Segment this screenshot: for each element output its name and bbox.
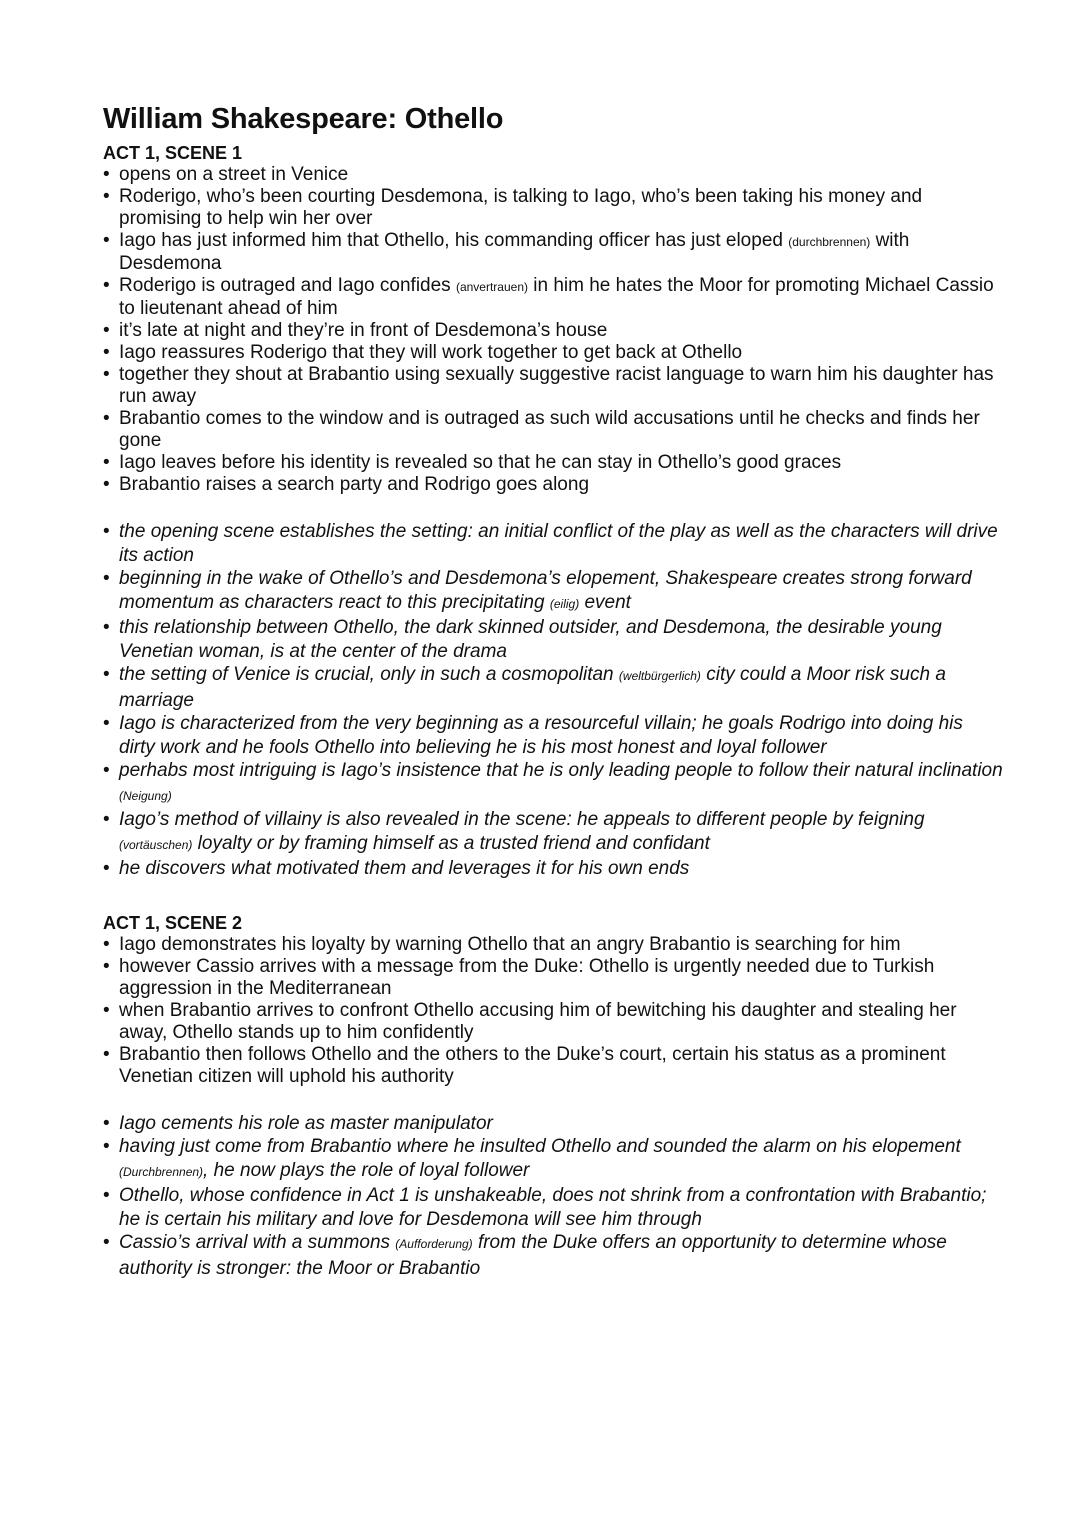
scene2-summary-list [103,934,1003,1088]
bullet-item [103,616,1003,663]
german-gloss: (Durchbrennen) [119,1164,204,1179]
bullet-item [103,164,1003,186]
bullet-text: the opening scene establishes the setting: an initial conflict of the play as well as the characters will drive its action [119,521,998,566]
scene2-analysis-list [103,1112,1003,1281]
bullet-text: Cassio’s arrival with a summons [119,1232,396,1253]
bullet-text: in him he hates the Moor for promoting Michael Cassio to lieutenant ahead of him [119,275,994,319]
bullet-text: Iago’s method of villainy is also revealed in the scene: he appeals to different people by feigning [119,809,925,830]
bullet-text: he discovers what motivated them and leverages it for his own ends [119,858,690,879]
bullet-text: Iago has just informed him that Othello, his commanding officer has just eloped [119,230,789,251]
bullet-text: Iago reassures Roderigo that they will work together to get back at Othello [119,342,743,363]
german-gloss: (Aufforderung) [395,1237,473,1251]
bullet-text: Brabantio then follows Othello and the others to the Duke’s court, certain his status as a prominent Venetian citizen will uphold his authority [119,1043,946,1087]
german-gloss: (vortäuschen) [119,837,193,852]
bullet-text: loyalty or by framing himself as a trusted friend and confidant [192,832,710,854]
bullet-item [103,1184,1003,1231]
bullet-text: together they shout at Brabantio using sexually suggestive racist language to warn him his daughter has run away [119,364,994,407]
bullet-text: it’s late at night and they’re in front of Desdemona’s house [119,320,608,341]
bullet-item [103,663,1003,712]
bullet-text: this relationship between Othello, the dark skinned outsider, and Desdemona, the desirable young Venetian woman, is at the center of the drama [119,617,942,662]
bullet-text: beginning in the wake of Othello’s and Desdemona’s elopement, Shakespeare creates strong forward momentum as characters react to this precipitating [119,568,972,613]
spacer [103,1088,1003,1112]
bullet-item [103,364,1003,408]
bullet-text: from the Duke offers an opportunity to determine whose authority is stronger: the Moor or Brabantio [119,1232,947,1279]
bullet-item [103,1000,1003,1044]
bullet-text: having just come from Brabantio where he insulted Othello and sounded the alarm on his elopement [119,1136,961,1157]
bullet-item [103,320,1003,342]
document-page [103,100,1003,1280]
bullet-text: Iago cements his role as master manipulator [119,1112,493,1134]
bullet-text: city could a Moor risk such a marriage [119,664,946,711]
bullet-item [103,956,1003,1000]
bullet-item [103,1231,1003,1280]
document-title: William Shakespeare: Othello [103,103,504,135]
bullet-text: the setting of Venice is crucial, only in such a cosmopolitan [119,664,619,685]
bullet-text: Othello, whose confidence in Act 1 is unshakeable, does not shrink from a confrontation with Brabantio; he is certain his military and love for Desdemona will see him through [119,1185,987,1230]
bullet-item [103,1112,1003,1136]
bullet-item [103,408,1003,452]
german-gloss: (weltbürgerlich) [618,669,701,683]
bullet-item [103,186,1003,230]
bullet-text: Iago leaves before his identity is revealed so that he can stay in Othello’s good graces [119,452,842,473]
bullet-item [103,520,1003,567]
bullet-text: Roderigo, who’s been courting Desdemona, is talking to Iago, who’s been taking his money and promising to help win her over [119,186,923,229]
bullet-item [103,1135,1003,1184]
bullet-item [103,452,1003,474]
bullet-text: Brabantio raises a search party and Rodrigo goes along [119,474,590,495]
section-heading-act1-scene1: ACT 1, SCENE 1 [103,143,243,163]
bullet-text: perhabs most intriguing is Iago’s insistence that he is only leading people to follow their natural inclination [119,760,1003,781]
bullet-item [103,275,1003,320]
bullet-text: Iago demonstrates his loyalty by warning Othello that an angry Brabantio is searching for him [119,933,901,955]
german-gloss: (anvertrauen) [455,280,528,294]
german-gloss: (durchbrennen) [788,235,871,249]
bullet-item [103,342,1003,364]
section-heading-act1-scene2: ACT 1, SCENE 2 [103,912,243,933]
german-gloss: (eilig) [549,596,580,611]
bullet-text: Brabantio comes to the window and is outraged as such wild accusations until he checks and finds her gone [119,408,980,451]
bullet-item [103,1044,1003,1088]
spacer [103,496,1003,520]
bullet-text: opens on a street in Venice [119,164,349,185]
german-gloss: (Neigung) [119,788,172,803]
bullet-item [103,759,1003,808]
scene1-summary-list [103,164,1003,496]
bullet-text: Roderigo is outraged and Iago confides [119,275,456,296]
bullet-text: however Cassio arrives with a message from the Duke: Othello is urgently needed due to Turkish aggression in the Mediterranean [119,955,935,999]
bullet-item [103,567,1003,616]
bullet-text: , he now plays the role of loyal follower [203,1159,530,1181]
bullet-text: with Desdemona [119,230,910,274]
bullet-item [103,474,1003,496]
bullet-item [103,934,1003,956]
bullet-text: when Brabantio arrives to confront Othello accusing him of bewitching his daughter and stealing her away, Othello stands up to him confidently [119,999,957,1043]
scene1-analysis-list [103,520,1003,881]
bullet-item [103,230,1003,275]
spacer [103,881,1003,912]
bullet-text: event [579,591,631,613]
bullet-item [103,857,1003,881]
bullet-text: Iago is characterized from the very beginning as a resourceful villain; he goals Rodrigo into doing his dirty work and he fools Othello into believing he is his most honest and loyal follower [119,713,963,758]
bullet-item [103,712,1003,759]
bullet-item [103,808,1003,857]
